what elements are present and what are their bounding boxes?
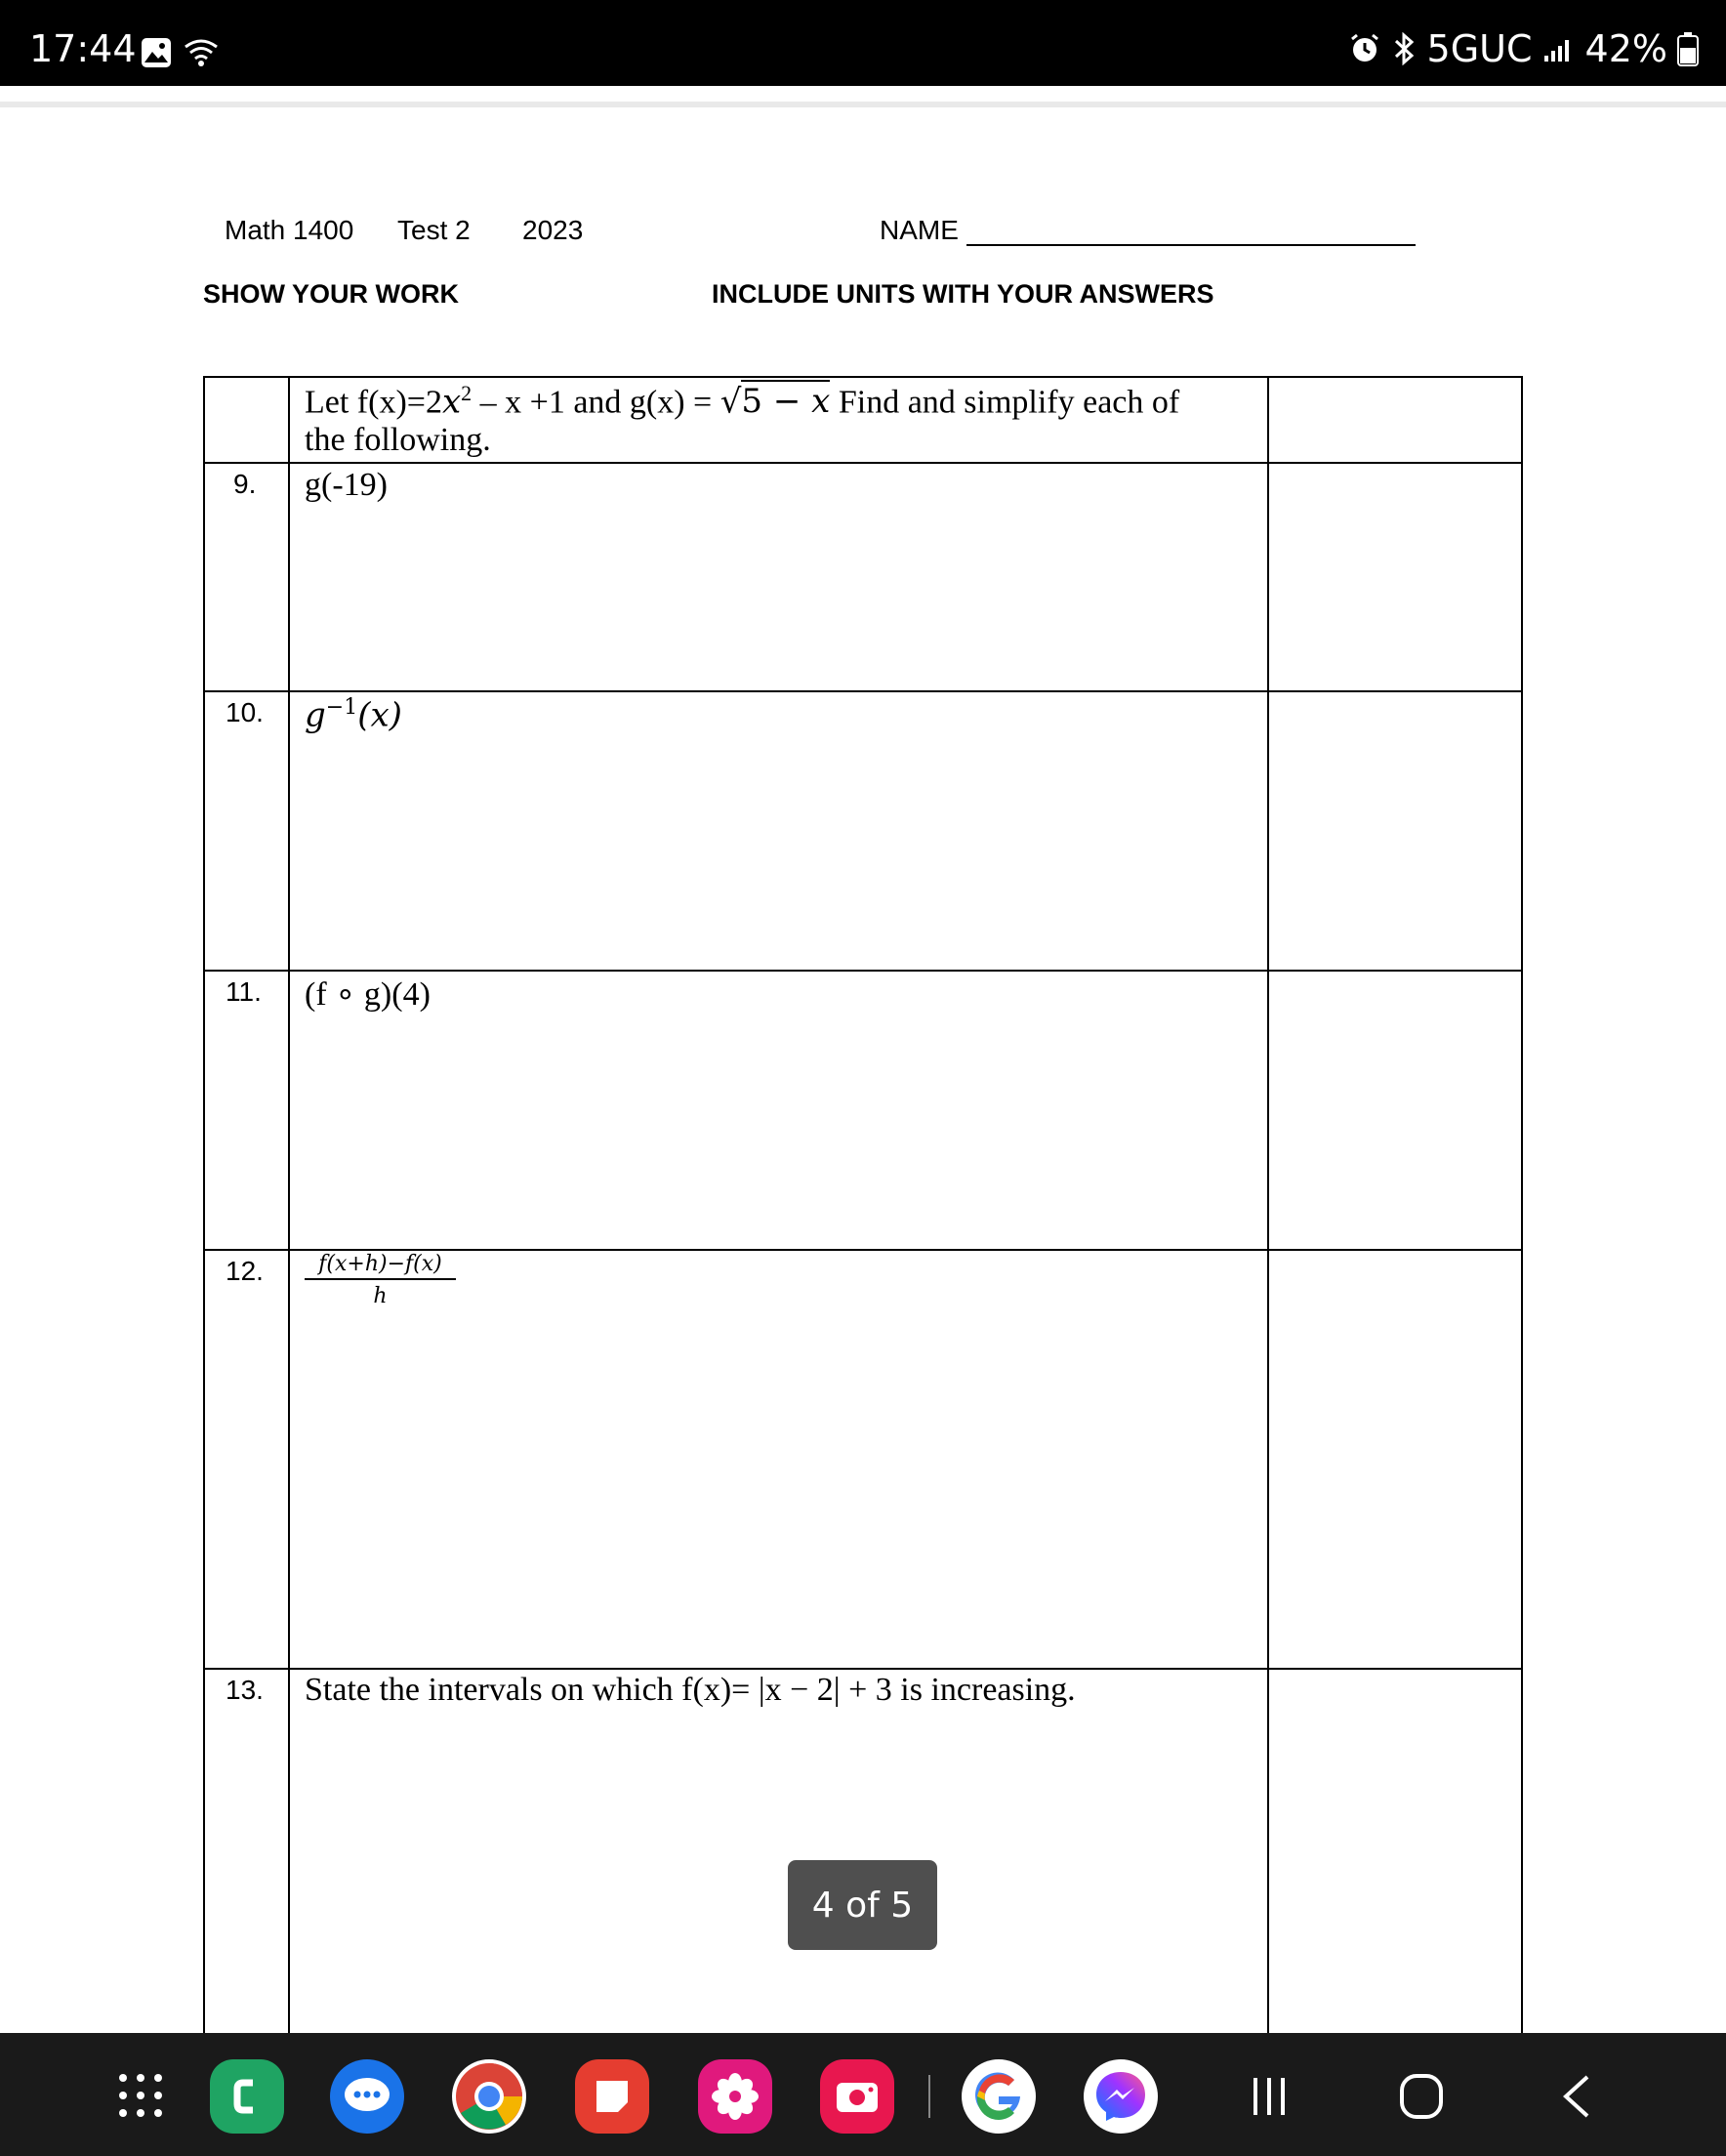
table-line: [203, 1668, 1523, 1670]
gallery-icon: [141, 37, 172, 68]
name-label: NAME: [880, 215, 959, 245]
recents-button[interactable]: [1250, 2076, 1289, 2117]
chrome-icon[interactable]: [452, 2059, 526, 2134]
intro-text-a: Let f(x)=2: [305, 384, 442, 421]
table-column-line: [1267, 376, 1269, 2036]
problem-11-text: (f ∘ g)(4): [305, 976, 431, 1013]
problem-table: [203, 376, 1523, 2036]
table-line: [203, 376, 1523, 378]
alarm-icon: [1349, 33, 1380, 64]
problem-number-11: 11.: [226, 976, 262, 1007]
intro-line-2: the following.: [305, 422, 491, 458]
instruction-units: INCLUDE UNITS WITH YOUR ANSWERS: [712, 279, 1214, 309]
battery-icon: [1677, 31, 1699, 66]
flower-app-icon[interactable]: [698, 2059, 772, 2134]
app-drawer-icon[interactable]: [117, 2072, 164, 2119]
separator: [0, 102, 1726, 107]
notes-icon[interactable]: [575, 2059, 649, 2134]
intro-text-b: – x +1 and g(x) =: [472, 384, 720, 421]
name-field-line[interactable]: [966, 244, 1416, 246]
year-label: 2023: [522, 215, 584, 245]
taskbar-divider: [928, 2075, 930, 2118]
problem-12-text: $\frac{f(x+h)-f(x)}{h}$: [305, 1252, 456, 1308]
test-label: Test 2: [397, 215, 471, 245]
wifi-icon: [184, 37, 219, 68]
table-column-line: [288, 376, 290, 2036]
signal-icon: [1542, 34, 1576, 63]
table-line: [203, 690, 1523, 692]
google-icon[interactable]: [962, 2059, 1036, 2134]
messenger-icon[interactable]: [1084, 2059, 1158, 2134]
table-line: [203, 462, 1523, 464]
problem-number-12: 12.: [226, 1256, 264, 1286]
battery-percent: 42%: [1584, 27, 1667, 70]
page-indicator: 4 of 5: [788, 1860, 937, 1950]
phone-icon[interactable]: [210, 2059, 284, 2134]
intro-text-c: Find and simplify each of: [830, 384, 1180, 421]
problem-9-text: g(-19): [305, 467, 388, 503]
status-time: 17:44: [29, 27, 137, 70]
table-line: [203, 970, 1523, 972]
table-line: [203, 1249, 1523, 1251]
status-bar: [0, 0, 1726, 86]
home-button[interactable]: [1398, 2072, 1445, 2121]
problem-10-text: $g^{-1}(x)$: [305, 695, 402, 735]
bluetooth-icon: [1390, 32, 1418, 65]
instruction-show-work: SHOW YOUR WORK: [203, 279, 459, 309]
problem-number-13: 13.: [226, 1675, 264, 1705]
problem-number-9: 9.: [233, 469, 257, 499]
back-button[interactable]: [1560, 2074, 1593, 2119]
camera-icon[interactable]: [820, 2059, 894, 2134]
problem-number-10: 10.: [226, 697, 264, 727]
network-type: 5GUC: [1426, 27, 1533, 70]
messages-icon[interactable]: [330, 2059, 404, 2134]
course-label: Math 1400: [225, 215, 354, 245]
problem-13-text: State the intervals on which f(x)= |x − 2| + 3 is increasing.: [305, 1672, 1076, 1708]
intro-line-1: Let $f(x)=2x^2 - x +1$ and g(x) = √5 − x Find and simplify each of: [305, 381, 1180, 422]
